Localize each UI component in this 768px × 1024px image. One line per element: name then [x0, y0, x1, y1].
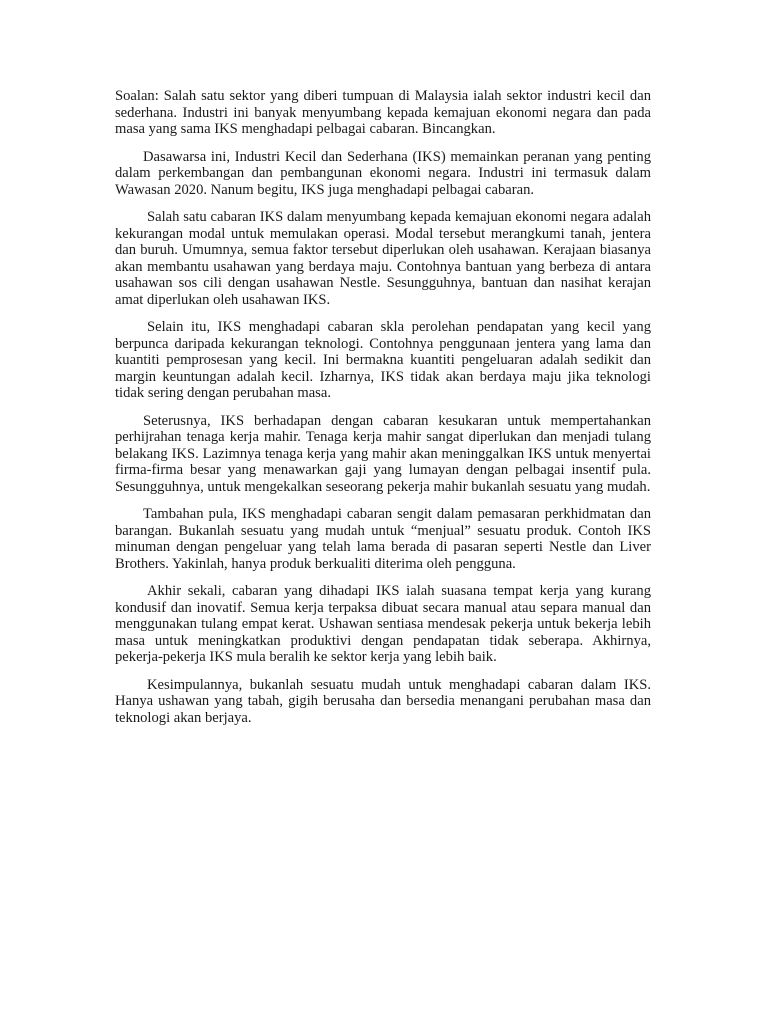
paragraph-skilled-labour-challenge: Seterusnya, IKS berhadapan dengan cabaran kesukaran untuk mempertahankan perhijrahan tenaga kerja mahir. Tenaga kerja mahir sangat diperlukan dan menjadi tulang belakang IKS. Lazimnya tenaga kerja yang mahir akan meninggalkan IKS untuk menyertai firma-firma besar yang menawarkan gaji yang lumayan dengan pelbagai insentif pula. Sesungguhnya, untuk mengekalkan seseorang pekerja mahir bukanlah sesuatu yang mudah.	[115, 412, 651, 495]
paragraph-technology-challenge: Selain itu, IKS menghadapi cabaran skla perolehan pendapatan yang kecil yang berpunca daripada kekurangan teknologi. Contohnya penggunaan jentera yang lama dan kuantiti pemprosesan yang kecil. Ini bermakna kuantiti pengeluaran adalah sedikit dan margin keuntungan adalah kecil. Izharnya, IKS tidak akan berdaya maju jika teknologi tidak sering dengan perubahan masa.	[115, 319, 651, 401]
essay-question: Soalan: Salah satu sektor yang diberi tumpuan di Malaysia ialah sektor industri kecil dan sederhana. Industri ini banyak menyumbang kepada kemajuan ekonomi negara dan pada masa yang sama IKS menghadapi pelbagai cabaran. Bincangkan.	[115, 88, 651, 137]
paragraph-marketing-challenge: Tambahan pula, IKS menghadapi cabaran sengit dalam pemasaran perkhidmatan dan barangan. Bukanlah sesuatu yang mudah untuk “menjual” sesuatu produk. Contoh IKS minuman dengan pengeluar yang telah lama berada di pasaran seperti Nestle dan Liver Brothers. Yakinlah, hanya produk berkualiti diterima oleh pengguna.	[115, 506, 651, 572]
paragraph-workplace-challenge: Akhir sekali, cabaran yang dihadapi IKS ialah suasana tempat kerja yang kurang kondusif dan inovatif. Semua kerja terpaksa dibuat secara manual atau separa manual dan menggunakan tulang empat kerat. Ushawan sentiasa mendesak pekerja untuk bekerja lebih masa untuk meningkatkan produktivi dengan pendapatan tidak seberapa. Akhirnya, pekerja-pekerja IKS mula beralih ke sektor kerja yang lebih baik.	[115, 583, 651, 665]
paragraph-capital-challenge: Salah satu cabaran IKS dalam menyumbang kepada kemajuan ekonomi negara adalah kekurangan modal untuk memulakan operasi. Modal tersebut merangkumi tanah, jentera dan buruh. Umumnya, semua faktor tersebut diperlukan oleh usahawan. Kerajaan biasanya akan membantu usahawan yang berdaya maju. Contohnya bantuan yang berbeza di antara usahawan sos cili dengan usahawan Nestle. Sesungguhnya, bantuan dan nasihat kerajan amat diperlukan oleh usahawan IKS.	[115, 209, 651, 308]
essay-page	[115, 88, 651, 737]
paragraph-introduction: Dasawarsa ini, Industri Kecil dan Sederhana (IKS) memainkan peranan yang penting dalam perkembangan dan pembangunan ekonomi negara. Industri ini termasuk dalam Wawasan 2020. Nanum begitu, IKS juga menghadapi pelbagai cabaran.	[115, 148, 651, 198]
paragraph-conclusion: Kesimpulannya, bukanlah sesuatu mudah untuk menghadapi cabaran dalam IKS. Hanya ushawan yang tabah, gigih berusaha dan bersedia menangani perubahan masa dan teknologi akan berjaya.	[115, 676, 651, 726]
